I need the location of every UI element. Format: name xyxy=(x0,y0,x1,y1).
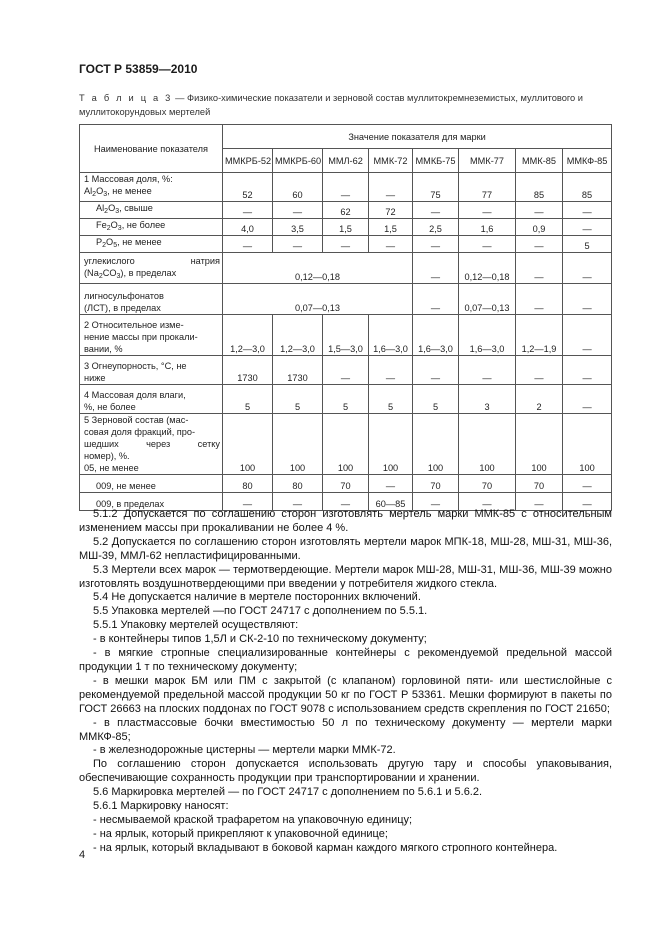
table-cell: 0,07—0,13 xyxy=(223,284,413,315)
table-cell: — xyxy=(323,356,369,385)
table-cell: 72 xyxy=(369,202,413,219)
paragraph: 5.4 Не допускается наличие в мертеле посторонних включений. xyxy=(93,591,421,604)
table-cell: 100 xyxy=(413,414,459,475)
row-label: лигносульфонатов (ЛСТ), в пределах xyxy=(80,284,223,315)
table-cell: 1730 xyxy=(223,356,273,385)
body-text xyxy=(79,508,612,856)
table-cell: 85 xyxy=(563,173,612,202)
table-cell: — xyxy=(563,284,612,315)
brand-header: ММК-77 xyxy=(459,149,516,173)
table-row xyxy=(80,202,612,219)
table-cell: 1,6—3,0 xyxy=(413,315,459,356)
table-cell: 80 xyxy=(223,475,273,493)
table-cell: 5 xyxy=(323,385,369,414)
table-cell: 1,2—3,0 xyxy=(273,315,323,356)
row-label: 009, не менее xyxy=(80,475,223,493)
table-cell: 70 xyxy=(516,475,563,493)
list-item: - в контейнеры типов 1,5Л и СК-2-10 по техническому документу; xyxy=(93,633,427,646)
table-cell: 1,6—3,0 xyxy=(369,315,413,356)
table-cell: — xyxy=(369,356,413,385)
table-cell: 1,5 xyxy=(323,219,369,236)
paragraph: 5.6.1 Маркировку наносят: xyxy=(93,800,229,813)
table-cell: — xyxy=(516,236,563,253)
table-caption-text: — Физико-химические показатели и зерновой состав муллитокремнеземистых, муллитового и муллитокорундовых мертелей xyxy=(79,93,584,117)
column-header-value: Значение показателя для марки xyxy=(223,125,612,149)
table-cell: — xyxy=(413,202,459,219)
table-cell: 1,2—3,0 xyxy=(223,315,273,356)
table-cell: 60—85 xyxy=(369,493,413,511)
table-cell: — xyxy=(516,202,563,219)
table-cell: 1730 xyxy=(273,356,323,385)
table-row xyxy=(80,236,612,253)
table-cell: 100 xyxy=(516,414,563,475)
brand-header: ММКБ-75 xyxy=(413,149,459,173)
table-cell: 70 xyxy=(459,475,516,493)
table-cell: 80 xyxy=(273,475,323,493)
table-row xyxy=(80,475,612,493)
table-row xyxy=(80,315,612,356)
table-cell: 0,12—0,18 xyxy=(223,253,413,284)
table-cell: — xyxy=(223,236,273,253)
table-cell: — xyxy=(273,202,323,219)
table-cell: — xyxy=(563,475,612,493)
table-caption xyxy=(79,91,619,119)
list-item: - на ярлык, который прикрепляют к упаковочной единице; xyxy=(93,827,388,840)
row-label: $P_2O_5$, не менее xyxy=(80,236,223,253)
table-cell: 100 xyxy=(459,414,516,475)
table-cell: — xyxy=(459,356,516,385)
table-cell: — xyxy=(323,493,369,511)
list-item: - в пластмассовые бочки вместимостью 50 л по техническому документу — мертели марки ММКФ-85; xyxy=(79,716,612,743)
table-cell: — xyxy=(369,475,413,493)
table-cell: — xyxy=(563,202,612,219)
table-cell: — xyxy=(413,253,459,284)
row-label: $Fe_2O_3$, не более xyxy=(80,219,223,236)
table-cell: 75 xyxy=(413,173,459,202)
table-cell: 100 xyxy=(323,414,369,475)
paragraph: 5.1.2 Допускается по соглашению сторон изготовлять мертель марки ММК-85 с относительным изменением массы при прокаливании не более 4 %. xyxy=(79,508,612,534)
table-cell: 0,07—0,13 xyxy=(459,284,516,315)
row-label: 3 Огнеупорность, °С, не ниже xyxy=(80,356,223,385)
list-item: - в железнодорожные цистерны — мертели марки ММК-72. xyxy=(93,744,396,757)
table-row xyxy=(80,253,612,284)
table-cell: 2,5 xyxy=(413,219,459,236)
table-row xyxy=(80,385,612,414)
table-cell: 0,9 xyxy=(516,219,563,236)
table-cell: — xyxy=(516,356,563,385)
row-label: 1 Массовая доля, %: $Al_2O_3$, не менее xyxy=(80,173,223,202)
table-cell: — xyxy=(563,253,612,284)
table-cell: 3 xyxy=(459,385,516,414)
table-cell: — xyxy=(459,493,516,511)
document-header: ГОСТ Р 53859—2010 xyxy=(79,62,198,76)
table-cell: — xyxy=(563,385,612,414)
table-cell: 70 xyxy=(413,475,459,493)
brand-header: ММК-72 xyxy=(369,149,413,173)
page-number: 4 xyxy=(79,849,86,861)
table-row xyxy=(80,414,612,475)
properties-table xyxy=(79,124,612,511)
table-cell: — xyxy=(273,493,323,511)
table-row xyxy=(80,356,612,385)
table-cell: 52 xyxy=(223,173,273,202)
table-cell: 100 xyxy=(563,414,612,475)
list-item: - в мягкие стропные специализированные контейнеры с рекомендуемой предельной массой продукции 1 т по техническому документу; xyxy=(79,647,612,673)
table-cell: — xyxy=(323,236,369,253)
row-label: углекислого натрия $(Na_2CO_3)$, в пределах xyxy=(80,253,223,284)
table-cell: — xyxy=(563,493,612,511)
table-cell: 77 xyxy=(459,173,516,202)
table-cell: 70 xyxy=(323,475,369,493)
table-cell: — xyxy=(273,236,323,253)
table-cell: 60 xyxy=(273,173,323,202)
table-cell: — xyxy=(563,219,612,236)
list-item: - несмываемой краской трафаретом на упаковочную единицу; xyxy=(93,813,413,826)
table-row xyxy=(80,284,612,315)
table-cell: 1,6 xyxy=(459,219,516,236)
table-cell: — xyxy=(459,236,516,253)
table-cell: 5 xyxy=(369,385,413,414)
table-cell: — xyxy=(413,236,459,253)
paragraph: По соглашению сторон допускается использовать другую тару и способы упаковывания, обеспечивающие сохранность продукции при транспортировании и хранении. xyxy=(79,758,612,785)
paragraph: 5.5.1 Упаковку мертелей осуществляют: xyxy=(93,619,299,632)
table-cell: 3,5 xyxy=(273,219,323,236)
paragraph: 5.6 Маркировка мертелей — по ГОСТ 24717 с дополнением по 5.6.1 и 5.6.2. xyxy=(93,786,483,799)
table-cell: 5 xyxy=(273,385,323,414)
table-cell: 5 xyxy=(223,385,273,414)
brand-header: ММКРБ-60 xyxy=(273,149,323,173)
table-cell: 100 xyxy=(369,414,413,475)
table-cell: 1,6—3,0 xyxy=(459,315,516,356)
table-cell: — xyxy=(369,236,413,253)
table-cell: 100 xyxy=(273,414,323,475)
table-cell: — xyxy=(516,284,563,315)
table-cell: — xyxy=(223,202,273,219)
row-label: 5 Зерновой состав (мас- совая доля фракций, про- шедших через сетку номер), %. 05, не менее xyxy=(80,414,223,475)
brand-header: ММКРБ-52 xyxy=(223,149,273,173)
table-cell: 100 xyxy=(223,414,273,475)
table-cell: 0,12—0,18 xyxy=(459,253,516,284)
column-header-name: Наименование показателя xyxy=(80,125,223,173)
table-cell: 4,0 xyxy=(223,219,273,236)
table-cell: 5 xyxy=(413,385,459,414)
list-item: - в мешки марок БМ или ПМ с закрытой (с клапаном) горловиной пяти- или шестислойные с рекомендуемой предельной массой продукции 50 кг по ГОСТ Р 53361. Мешки формируют в пакеты по ГОСТ 26663 на плоских поддонах по ГОСТ 9078 с использованием средств скрепления по ГОСТ 21650; xyxy=(79,674,612,715)
table-cell: 62 xyxy=(323,202,369,219)
table-cell: — xyxy=(413,493,459,511)
table-cell: 1,5 xyxy=(369,219,413,236)
table-cell: — xyxy=(516,493,563,511)
table-cell: — xyxy=(323,173,369,202)
table-cell: — xyxy=(563,315,612,356)
row-label: 009, в пределах xyxy=(80,493,223,511)
row-label: $Al_2O_3$, свыше xyxy=(80,202,223,219)
table-cell: 1,2—1,9 xyxy=(516,315,563,356)
table-cell: 2 xyxy=(516,385,563,414)
list-item: - на ярлык, который вкладывают в боковой карман каждого мягкого стропного контейнера. xyxy=(93,841,558,854)
table-cell: — xyxy=(459,202,516,219)
table-cell: — xyxy=(516,253,563,284)
brand-header: ММКФ-85 xyxy=(563,149,612,173)
table-row xyxy=(80,173,612,202)
table-cell: — xyxy=(369,173,413,202)
table-cell: 1,5—3,0 xyxy=(323,315,369,356)
row-label: 2 Относительное изме- нение массы при прокали- вании, % xyxy=(80,315,223,356)
brand-header: ММК-85 xyxy=(516,149,563,173)
table-cell: 5 xyxy=(563,236,612,253)
table-cell: — xyxy=(413,284,459,315)
brand-header: ММЛ-62 xyxy=(323,149,369,173)
table-row xyxy=(80,219,612,236)
table-caption-label: Т а б л и ц а 3 xyxy=(79,93,173,103)
table-cell: — xyxy=(563,356,612,385)
row-label: 4 Массовая доля влаги, %, не более xyxy=(80,385,223,414)
table-cell: 85 xyxy=(516,173,563,202)
table-cell: — xyxy=(223,493,273,511)
table-cell: — xyxy=(413,356,459,385)
paragraph: 5.5 Упаковка мертелей —по ГОСТ 24717 с дополнением по 5.5.1. xyxy=(93,605,428,618)
paragraph: 5.3 Мертели всех марок — термотвердеющие. Мертели марок МШ-28, МШ-31, МШ-36, МШ-39 можно изготовлять воздушнотвердеющими при введении у потребителя жидкого стекла. xyxy=(79,563,612,590)
paragraph: 5.2 Допускается по соглашению сторон изготовлять мертели марок МПК-18, МШ-28, МШ-31, МШ-36, МШ-39, ММЛ-62 непластифицированными. xyxy=(79,535,612,562)
